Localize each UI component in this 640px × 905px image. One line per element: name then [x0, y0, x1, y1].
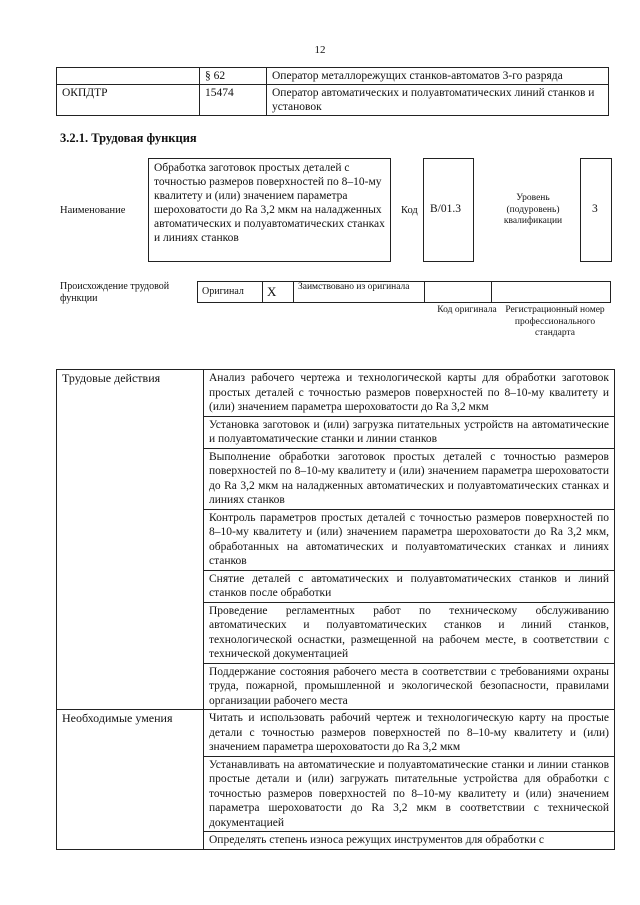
table-cell: § 62	[200, 68, 267, 85]
labor-function-table	[56, 369, 615, 850]
table-cell	[425, 282, 492, 303]
level-label: Уровень (подуровень) квалификации	[503, 193, 563, 226]
page-number: 12	[314, 44, 326, 56]
table-cell: Определять степень износа режущих инструментов для обработки с	[204, 832, 615, 850]
table-cell: ОКПДТР	[57, 85, 200, 116]
table-cell	[57, 68, 200, 85]
name-label: Наименование	[60, 205, 126, 216]
table-cell: 15474	[200, 85, 267, 116]
code-box	[423, 158, 474, 262]
required-skills-label: Необходимые умения	[57, 710, 204, 850]
okpdtr-table	[56, 67, 609, 116]
function-name-box: Обработка заготовок простых деталей с точностью размеров поверхностей по 8–10-му квалитету и (или) значением параметра шероховатости до Ra 3,2 мкм на наладженных автоматических и полуавтоматических станках и линиях станков	[148, 158, 391, 262]
code-value: B/01.3	[430, 203, 461, 215]
table-cell: Проведение регламентных работ по техническому обслуживанию автоматических и полуавтоматических станков и линий станков, технологической оснастки, размещенной на рабочем месте, в соответствии с технической документацией	[204, 602, 615, 663]
registration-caption: Регистрационный номер профессионального стандарта	[505, 305, 605, 338]
table-cell: Оператор автоматических и полуавтоматических линий станков и установок	[267, 85, 609, 116]
table-cell	[492, 282, 611, 303]
borrowed-label: Заимствовано из оригинала	[294, 282, 425, 303]
section-title: 3.2.1. Трудовая функция	[60, 131, 197, 145]
table-cell: Выполнение обработки заготовок простых деталей с точностью размеров поверхностей по 8–10-му квалитету и (или) значением параметра шероховатости до Ra 3,2 мкм на наладженных автоматических и полуавтоматических станках и линиях станков	[204, 448, 615, 509]
table-cell: Анализ рабочего чертежа и технологической карты для обработки заготовок простых деталей с точностью размеров поверхностей по 8–10-му квалитету и (или) значением параметра шероховатости до Ra 3,2 мкм	[204, 370, 615, 417]
table-cell: Оператор металлорежущих станков-автоматов 3-го разряда	[267, 68, 609, 85]
origin-label: Происхождение трудовой функции	[60, 281, 170, 304]
table-row	[57, 710, 615, 757]
table-cell: Поддержание состояния рабочего места в соответствии с требованиями охраны труда, пожарной, промышленной и экологической безопасности, правилами организации рабочего места	[204, 663, 615, 710]
table-row	[57, 68, 609, 85]
labor-actions-label: Трудовые действия	[57, 370, 204, 710]
table-cell: Снятие деталей с автоматических и полуавтоматических станков и линий станков после обработки	[204, 570, 615, 602]
table-row	[57, 85, 609, 116]
table-cell: Устанавливать на автоматические и полуавтоматические станки и линии станков простые детали и (или) загружать питательные устройства для обработки с точностью размеров поверхностей по 8–10-му квалитету и (или) значением параметра шероховатости до Ra 3,2 мкм в соответствии с технической документацией	[204, 756, 615, 832]
original-mark: X	[263, 282, 294, 303]
code-label: Код	[401, 205, 418, 216]
table-row	[198, 282, 611, 303]
table-cell: Установка заготовок и (или) загрузка питательных устройств на автоматические и полуавтоматические станки и линии станков	[204, 416, 615, 448]
level-box	[580, 158, 612, 262]
origin-table	[197, 281, 611, 303]
table-cell: Контроль параметров простых деталей с точностью размеров поверхностей по 8–10-му квалитету и (или) значением параметра шероховатости до Ra 3,2 мкм, обработанных на автоматических и полуавтоматических станках и линиях станков	[204, 509, 615, 570]
table-row	[57, 370, 615, 417]
original-label: Оригинал	[198, 282, 263, 303]
level-value: 3	[592, 203, 598, 215]
table-cell: Читать и использовать рабочий чертеж и технологическую карту на простые детали с точностью размеров поверхностей по 8–10-му квалитету и (или) значением параметра шероховатости до Ra 3,2 мкм	[204, 710, 615, 757]
code-original-caption: Код оригинала	[437, 305, 497, 315]
